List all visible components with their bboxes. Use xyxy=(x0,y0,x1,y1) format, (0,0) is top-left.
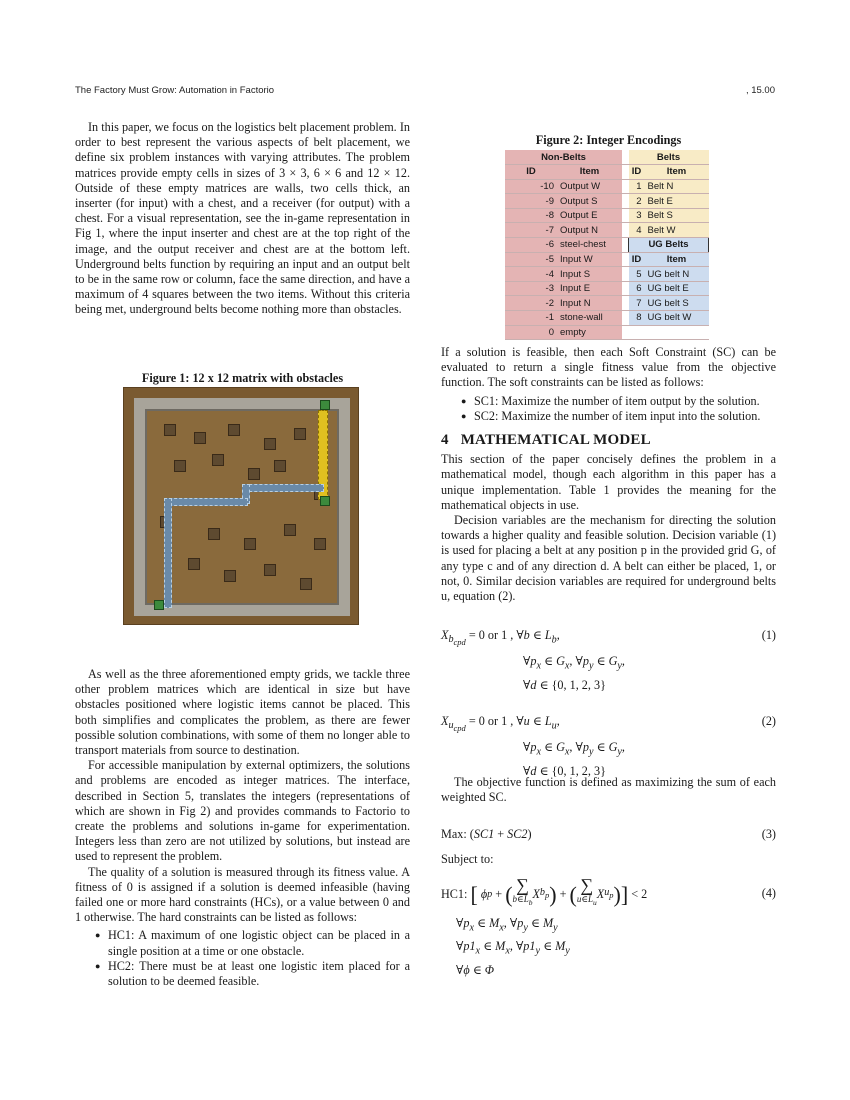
table-cell: Output S xyxy=(557,194,622,209)
inserter xyxy=(320,496,330,506)
list-item: ● HC2: There must be at least one logistic item placed for a solution to be deemed feasible. xyxy=(75,959,410,989)
ug-belts-header: UG Belts xyxy=(629,238,709,253)
figure2-caption: Figure 2: Integer Encodings xyxy=(535,133,682,147)
model-paragraph-1: This section of the paper concisely defines the problem in a mathematical model, though each algorithm in this paper has a unique implementation. Table 1 provides the meaning for the mathematical objects in use. xyxy=(441,452,776,512)
obstacle xyxy=(194,432,206,444)
equation-3: (3) Max: (SC1 + SC2) xyxy=(441,825,776,844)
left-column-top xyxy=(75,120,410,318)
equation-number: (4) xyxy=(761,886,776,900)
hard-constraints-list xyxy=(75,928,410,989)
col-id: ID xyxy=(629,252,645,267)
objective-paragraph: The objective function is defined as maximizing the sum of each weighted SC. xyxy=(441,775,776,805)
intro-paragraph: In this paper, we focus on the logistics belt placement problem. In order to best represent the various aspects of belt placement, we define six problem instances with varying attributes. The problem matrices provide empty cells in sizes of 3 × 3, 6 × 6 and 12 × 12. Outside of these empty matrices are walls, two cells thick, an inserter (for input) with a chest, and a receiver (for output) with a chest. For a visual representation, see the in-game representation in Fig 1, where the input inserter and chest are at the top right of the image, and the output receiver and chest are at the bottom left. Underground belts function by requiring an input and an output belt to be in the same row or column, face the same direction, and have a maximum of 4 squares between the two items. Without this criteria being met, underground belts become nothing more than obstacles. xyxy=(75,120,410,317)
equation-number: (3) xyxy=(761,827,776,841)
equation-2: (2) $X_{u_{cpd}} = 0$ or 1 , ∀u ∈ $L_u$, $\forall p_x$ ∈ $G_x$, $\forall p_y$ ∈ $G_y$, ∀d ∈ {0, 1, 2, 3} xyxy=(441,714,776,778)
col-id: ID xyxy=(629,165,645,180)
table-cell: Input S xyxy=(557,267,622,282)
table-cell: 2 xyxy=(629,194,645,209)
table-cell: UG belt W xyxy=(645,311,709,326)
list-item: ● HC1: A maximum of one logistic object can be placed in a single position at a time or one obstacle. xyxy=(75,928,410,958)
figure2-caption-wrap xyxy=(441,133,776,148)
obstacle xyxy=(274,460,286,472)
list-item: ● SC2: Maximize the number of item input into the solution. xyxy=(441,409,776,424)
table-cell: -9 xyxy=(505,194,557,209)
obstacle xyxy=(248,468,260,480)
non-belts-header: Non-Belts xyxy=(505,150,622,165)
obstacle xyxy=(284,524,296,536)
obstacle xyxy=(164,424,176,436)
table-cell: steel-chest xyxy=(557,238,622,253)
equation-1: (1) $X_{b_{cpd}} = 0$ or 1 , ∀b ∈ $L_b$, $\forall p_x$ ∈ $G_x$, $\forall p_y$ ∈ $G_y$, ∀d ∈ {0, 1, 2, 3} xyxy=(441,628,776,692)
table-cell: UG belt N xyxy=(645,267,709,282)
table-cell: -2 xyxy=(505,296,557,311)
table-cell: Input W xyxy=(557,252,622,267)
objective-text xyxy=(441,775,776,805)
table-cell: empty xyxy=(557,325,622,340)
table-cell: Output N xyxy=(557,223,622,238)
obstacle xyxy=(244,538,256,550)
equation-4: (4) HC1: [ ϕ p + ( ∑ $b\in L_b$ X $b_p$ ) + ( ∑ $u\in L_u$ X $u_p$ ) ] < 2 $\forall p_x$ ∈ $M_x$, $\forall p_y$ ∈ $M_y$ $\forall p1_x$ ∈ $M_x$, $\forall p1_y$ ∈ $M_y$ ∀ϕ ∈ Φ xyxy=(441,875,776,977)
hc1-label: HC1: xyxy=(441,886,468,901)
col-item: Item xyxy=(645,252,709,267)
figure1-factorio-image xyxy=(123,387,359,625)
integer-encodings-table xyxy=(505,150,709,340)
obstacle xyxy=(174,460,186,472)
table-cell: 6 xyxy=(629,281,645,296)
table-cell: 3 xyxy=(629,208,645,223)
table-cell: 4 xyxy=(629,223,645,238)
right-column-text xyxy=(441,345,776,604)
obstacle xyxy=(188,558,200,570)
table-cell: 8 xyxy=(629,311,645,326)
table-cell: -5 xyxy=(505,252,557,267)
soft-constraints-list xyxy=(441,394,776,424)
section-number: 4 xyxy=(441,432,449,449)
table-cell: -7 xyxy=(505,223,557,238)
factory-floor xyxy=(145,409,339,605)
table-cell: Belt W xyxy=(645,223,709,238)
left-column-bottom xyxy=(75,667,410,989)
table-cell: 7 xyxy=(629,296,645,311)
obstacle xyxy=(314,538,326,550)
table-cell: Belt E xyxy=(645,194,709,209)
figure1-caption-wrap xyxy=(75,371,410,386)
col-id: ID xyxy=(505,165,557,180)
table-cell: Output W xyxy=(557,179,622,194)
table-cell: Input N xyxy=(557,296,622,311)
belt-path-segment xyxy=(164,498,172,608)
obstacle xyxy=(228,424,240,436)
section-heading xyxy=(441,433,776,448)
belt-path-segment xyxy=(244,484,324,492)
list-item: ● SC1: Maximize the number of item output by the solution. xyxy=(441,394,776,409)
col-item: Item xyxy=(645,165,709,180)
table-cell: Belt N xyxy=(645,179,709,194)
output-chest xyxy=(154,600,164,610)
table-cell: 0 xyxy=(505,325,557,340)
running-head-title: The Factory Must Grow: Automation in Factorio xyxy=(75,85,275,96)
encoding-paragraph: For accessible manipulation by external optimizers, the solutions and problems are encoded as integer matrices. The interface, described in Section 5, translates the integers (representations of which are shown in Fig 2) and provides commands to Factorio to create the problems and solutions in-game for experimentation. Integers less than zero are not utilized by solutions, but instead are used to represent the problem. xyxy=(75,758,410,864)
table-cell: -1 xyxy=(505,311,557,326)
table-cell: 5 xyxy=(629,267,645,282)
section-title: MATHEMATICAL MODEL xyxy=(460,432,651,449)
obstacle xyxy=(264,438,276,450)
table-cell: UG belt S xyxy=(645,296,709,311)
table-cell: -3 xyxy=(505,281,557,296)
obstacle xyxy=(212,454,224,466)
soft-constraints-intro: If a solution is feasible, then each Soft Constraint (SC) can be evaluated to return a single fitness value from the objective function. The soft constraints can be listed as follows: xyxy=(441,345,776,390)
table-cell: -6 xyxy=(505,238,557,253)
input-chest xyxy=(320,400,330,410)
obstacle xyxy=(294,428,306,440)
obstacle xyxy=(264,564,276,576)
table-cell: Belt S xyxy=(645,208,709,223)
max-label: Max: xyxy=(441,827,467,841)
table-cell: -10 xyxy=(505,179,557,194)
equation-number: (2) xyxy=(761,714,776,728)
col-item: Item xyxy=(557,165,622,180)
table-cell: stone-wall xyxy=(557,311,622,326)
table-cell: Output E xyxy=(557,208,622,223)
figure1-caption: Figure 1: 12 x 12 matrix with obstacles xyxy=(141,371,344,385)
running-head-right: , 15.00 xyxy=(745,85,775,96)
subject-to-wrap xyxy=(441,852,776,867)
model-paragraph-2: Decision variables are the mechanism for directing the solution towards a higher quality and feasible solution. Decision variable (1) is used for placing a belt at any position p in the provided grid G, of any type c and of any direction d. A belt can either be placed, 1, or not, 0. Similar decision variables are required for underground belts u, equation (2). xyxy=(441,513,776,604)
obstacle xyxy=(208,528,220,540)
subject-to-label: Subject to: xyxy=(441,852,494,866)
obstacles-paragraph: As well as the three aforementioned empty grids, we tackle three other problem matrices which are identical in size but have obstacles positioned where logistic items cannot be placed. This both simplifies and complicates the problem, as there are fewer possible solution combinations, with some of them no longer able to transport materials from source to destination. xyxy=(75,667,410,758)
belts-header: Belts xyxy=(629,150,709,165)
obstacle xyxy=(300,578,312,590)
table-cell: Input E xyxy=(557,281,622,296)
table-cell: UG belt E xyxy=(645,281,709,296)
table-cell: -4 xyxy=(505,267,557,282)
obstacle xyxy=(224,570,236,582)
belt-path-segment xyxy=(164,498,248,506)
table-cell: 1 xyxy=(629,179,645,194)
fitness-paragraph: The quality of a solution is measured through its fitness value. A fitness of 0 is assigned if a solution is deemed infeasible (having failed one or more hard constraints (HCs), or a value between 0 and 1 otherwise. The hard constraints can be listed as follows: xyxy=(75,864,410,925)
table-cell: -8 xyxy=(505,208,557,223)
equation-number: (1) xyxy=(761,628,776,642)
